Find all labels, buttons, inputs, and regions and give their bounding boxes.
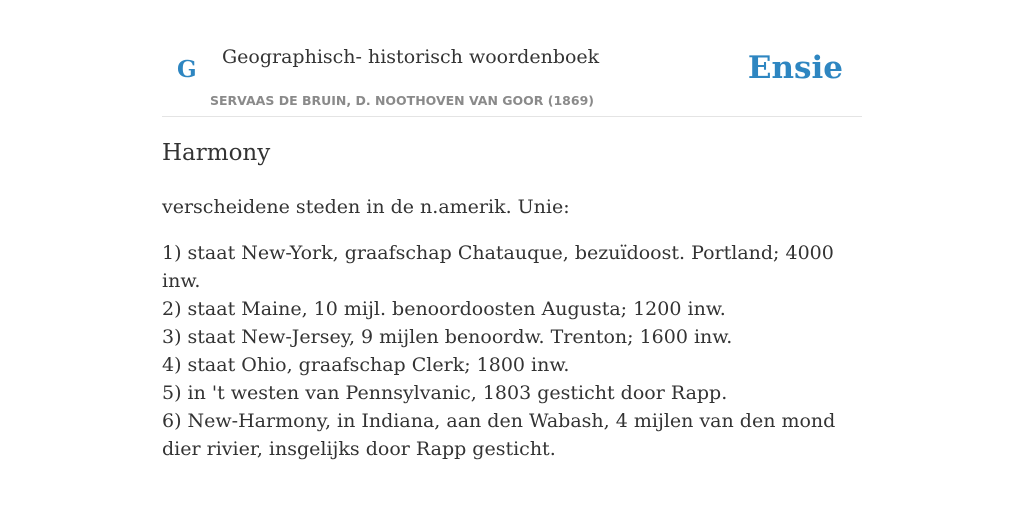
entry-list-item: 5) in 't westen van Pennsylvanic, 1803 gesticht door Rapp. [162,382,728,404]
dictionary-header [162,36,862,117]
entry-list-item: 2) staat Maine, 10 mijl. benoordoosten Augusta; 1200 inw. [162,298,726,320]
entry-list-item: 6) New-Harmony, in Indiana, aan den Wabash, 4 mijlen van den mond dier rivier, insgelijks door Rapp gesticht. [162,410,836,460]
entry-list [162,239,862,463]
dictionary-letter-icon: G [177,56,197,83]
dictionary-authors: SERVAAS DE BRUIN, D. NOOTHOVEN VAN GOOR (1869) [210,93,594,108]
dictionary-title[interactable]: Geographisch- historisch woordenboek [222,46,600,68]
ensie-logo[interactable]: Ensie [747,50,843,86]
entry-title: Harmony [162,140,271,166]
entry-intro: verscheidene steden in de n.amerik. Unie: [162,196,570,218]
entry-list-item: 4) staat Ohio, graafschap Clerk; 1800 inw. [162,354,570,376]
entry-list-item: 1) staat New-York, graafschap Chatauque, bezuïdoost. Portland; 4000 inw. [162,242,834,292]
entry-list-item: 3) staat New-Jersey, 9 mijlen benoordw. Trenton; 1600 inw. [162,326,733,348]
